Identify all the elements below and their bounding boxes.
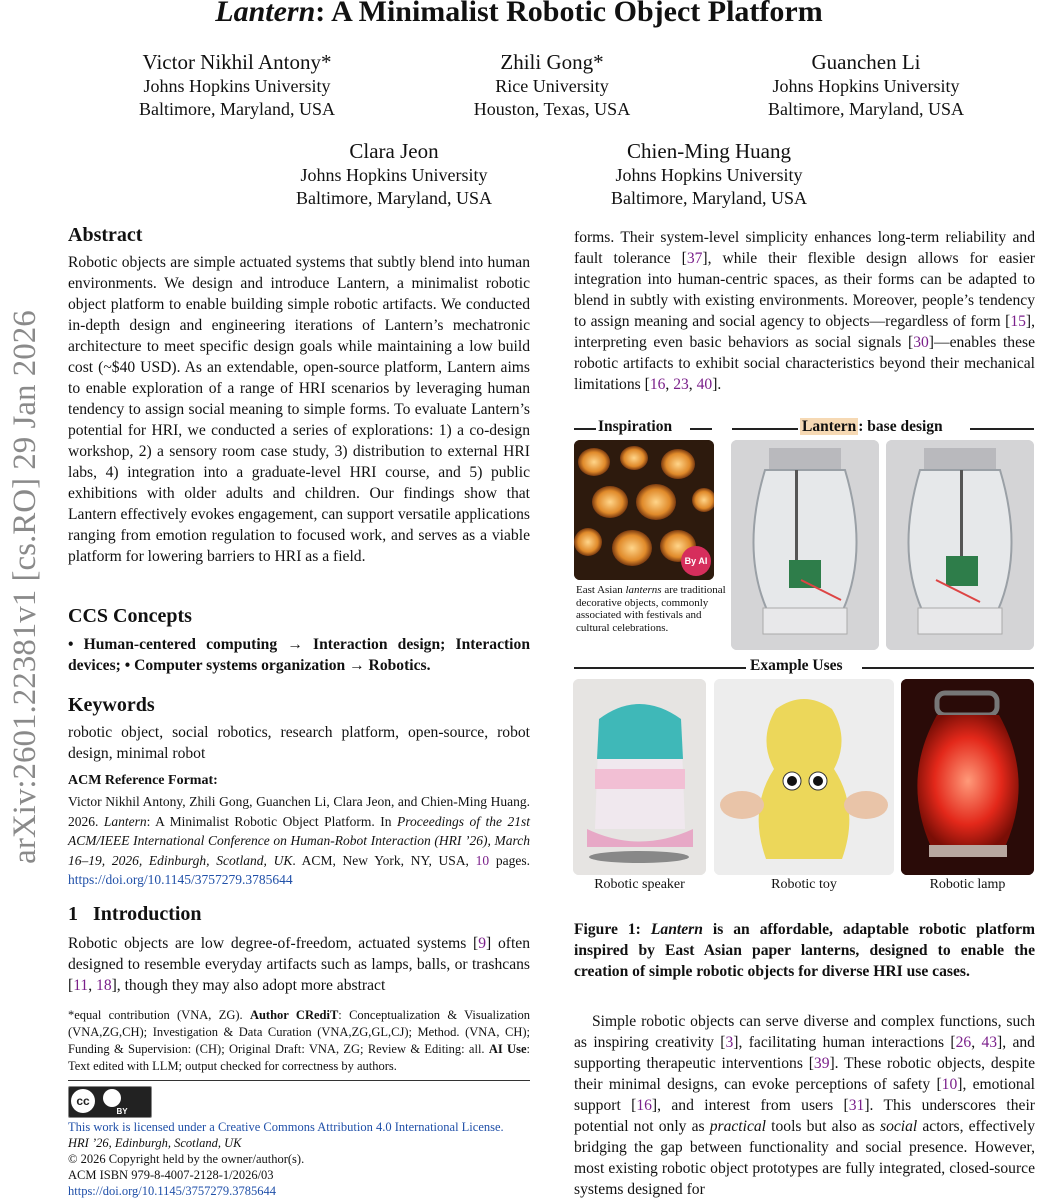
text-part: forms. Their system-level simplicity enhances long-term reliability and fault tolerance [ bbox=[574, 229, 1035, 267]
person-icon bbox=[103, 1089, 121, 1107]
footnote bbox=[68, 1007, 530, 1075]
citation-link[interactable]: 23 bbox=[673, 376, 689, 393]
robotic-lamp-photo bbox=[901, 679, 1034, 875]
intro-part: ], though they may also adopt more abstract bbox=[111, 977, 386, 994]
paper-title bbox=[0, 0, 1037, 32]
abstract-heading: Abstract bbox=[68, 224, 143, 246]
citation-link[interactable]: 30 bbox=[913, 334, 929, 351]
text-part: ], while their flexible design allows for easier integration into human-centric spaces, as their forms can be adapted to blend in subtly with existing environments. Moreover, people’s tendency to assign meaning and social agency to objects—regardless of form [ bbox=[574, 250, 1036, 330]
arxiv-identifier: arXiv:2601.22381v1 [cs.RO] 29 Jan 2026 bbox=[7, 310, 43, 864]
acm-ref-text bbox=[68, 792, 530, 890]
footnote-part: *equal contribution (VNA, ZG). bbox=[68, 1008, 250, 1022]
use-label: Robotic speaker bbox=[594, 877, 685, 892]
example-uses-label: Example Uses bbox=[750, 657, 843, 674]
header-rule bbox=[970, 428, 1034, 430]
author-affiliation: Johns Hopkins University bbox=[772, 76, 960, 96]
citation-link[interactable]: 16 bbox=[636, 1097, 652, 1114]
venue-line: HRI ’26, Edinburgh, Scotland, UK bbox=[68, 1136, 242, 1150]
author-affiliation: Rice University bbox=[495, 76, 609, 96]
license-block bbox=[68, 1119, 538, 1199]
author-location: Baltimore, Maryland, USA bbox=[768, 99, 964, 119]
keywords-text: robotic object, social robotics, research platform, open-source, robot design, minimal robot bbox=[68, 724, 530, 762]
intro-part: ] often designed to resemble everyday artifacts such as lamps, balls, or trashcans [ bbox=[68, 935, 530, 994]
acm-ref-heading: ACM Reference Format: bbox=[68, 773, 218, 788]
author-location: Baltimore, Maryland, USA bbox=[611, 188, 807, 208]
citation-link[interactable]: 11 bbox=[73, 977, 89, 994]
figure-caption bbox=[574, 919, 1035, 982]
doi-link[interactable]: https://doi.org/10.1145/3757279.3785644 bbox=[68, 872, 293, 887]
author-location: Baltimore, Maryland, USA bbox=[296, 188, 492, 208]
footnote-bold: Author CRediT bbox=[249, 1008, 339, 1022]
author-location: Baltimore, Maryland, USA bbox=[139, 99, 335, 119]
text-part: ], and supporting therapeutic interventions [ bbox=[574, 1034, 1035, 1072]
text-part: ]. bbox=[712, 376, 722, 393]
ccs-heading: CCS Concepts bbox=[68, 605, 192, 627]
speaker-illustration bbox=[573, 679, 706, 875]
author-name: Zhili Gong* bbox=[500, 50, 604, 74]
doi-link[interactable]: https://doi.org/10.1145/3757279.3785644 bbox=[68, 1184, 276, 1198]
author-name: Victor Nikhil Antony* bbox=[142, 50, 332, 74]
lantern-prototype-illustration bbox=[886, 440, 1034, 650]
text-part: ]—enables these robotic artifacts to exhibit social characteristics beyond their mechanical limitations [ bbox=[574, 334, 1036, 393]
acm-ref-part: Victor Nikhil Antony, Zhili Gong, Guanchen Li, Clara Jeon, and Chien-Ming Huang. 2026. bbox=[68, 794, 530, 829]
lantern-prototype-illustration bbox=[731, 440, 879, 650]
author-block bbox=[559, 138, 859, 210]
citation-link[interactable]: 10 bbox=[941, 1076, 958, 1093]
footnote-part: : Conceptualization & Visualization (VNA,ZG,CH); Investigation & Data Curation (VNA,ZG,GL,CJ); Method. (VNA, CH); Funding & Supervision: (CH); Original Draft: VNA, ZG; Review & Editing: all. bbox=[68, 1008, 531, 1056]
citation-link[interactable]: 39 bbox=[813, 1055, 830, 1072]
copyright-line: © 2026 Copyright held by the owner/author(s). bbox=[68, 1152, 305, 1166]
header-rule bbox=[574, 667, 746, 669]
caption-em: Lantern bbox=[650, 921, 703, 938]
acm-ref-part: pages. bbox=[489, 852, 530, 868]
base-label-rest: : base design bbox=[858, 418, 943, 435]
caption-part: East Asian bbox=[576, 584, 626, 596]
caption-em: lanterns bbox=[625, 584, 662, 596]
footnote-bold: AI Use bbox=[488, 1042, 527, 1056]
lamp-illustration bbox=[901, 679, 1034, 875]
text-part: ]. This underscores their potential not only as bbox=[574, 1097, 1035, 1135]
citation-link[interactable]: 16 bbox=[649, 376, 666, 393]
section-number: 1 bbox=[68, 903, 78, 925]
author-affiliation: Johns Hopkins University bbox=[143, 76, 331, 96]
author-name: Clara Jeon bbox=[349, 139, 439, 163]
author-name: Guanchen Li bbox=[811, 50, 921, 74]
header-rule bbox=[732, 428, 798, 430]
license-link[interactable]: This work is licensed under a Creative Commons Attribution 4.0 International License. bbox=[68, 1120, 504, 1134]
title-emphasis: Lantern bbox=[215, 0, 316, 28]
author-affiliation: Johns Hopkins University bbox=[300, 165, 488, 185]
text-part: ], facilitating human interactions [ bbox=[733, 1034, 956, 1051]
header-rule bbox=[862, 667, 1034, 669]
right-paragraph-2: Simple robotic objects can serve diverse and complex functions, such as inspiring creativity [3], facilitating human interactions [26, 43], and supporting therapeutic interventions [39]. These robotic objects, despite their minimal designs, can evoke perceptions of safety [10], emotional support [16], and interest from users [31]. This underscores their potential not only as practical tools but also as social actors, effectively bridging the gap between functionality and social presence. However, most existing robotic object prototypes are fully integrated, closed-source systems designed for bbox=[574, 1013, 1036, 1198]
author-block bbox=[402, 49, 702, 121]
base-label-em: Lantern bbox=[802, 418, 857, 435]
robotic-toy-photo bbox=[714, 679, 894, 875]
caption-text: is an affordable, adaptable robotic platform inspired by East Asian paper lanterns, designed to enable the creation of simple robotic objects for diverse HRI use cases. bbox=[574, 921, 1035, 980]
author-block bbox=[244, 138, 544, 210]
use-label: Robotic lamp bbox=[929, 877, 1006, 892]
base-design-label bbox=[800, 418, 943, 436]
abstract-text: Robotic objects are simple actuated systems that subtly blend into human environments. We design and introduce Lantern, a minimalist robotic object platform to enable building simple robotic artifacts. We conducted in-depth design and engineering iterations of Lantern’s mechatronic architecture to meet specific design goals while maintaining a low build cost (~$40 USD). As an extendable, open-source platform, Lantern aims to enable exploration of a range of HRI scenarios by leveraging human tendency to assign social meaning to simple forms. To evaluate Lantern’s potential for HRI, we conducted a series of explorations: 1) a co-design workshop, 2) a sensory room case study, 3) distribution to external HRI labs, 4) integration into a graduate-level HRI course, and 5) public exhibitions with older adults and children. Our findings show that Lantern effectively evokes engagement, can support versatile applications ranging from emotion regulation to focused work, and serves as a viable platform for lowering barriers to HRI as a field. bbox=[68, 254, 530, 565]
use-label: Robotic toy bbox=[771, 877, 837, 892]
base-design-photo-1 bbox=[731, 440, 879, 650]
intro-text: Robotic objects are low degree-of-freedom, actuated systems [9] often designed to resemble everyday artifacts such as lamps, balls, or trashcans [11, 18], though they may also adopt more abstract bbox=[68, 935, 530, 994]
text-part: tools but also as bbox=[766, 1118, 880, 1135]
acm-ref-part: . ACM, New York, NY, USA, bbox=[292, 852, 476, 868]
citation-link[interactable]: 26 bbox=[955, 1034, 972, 1051]
text-part: ], interpreting even basic behaviors as social signals [ bbox=[574, 313, 1035, 351]
robotic-speaker-photo bbox=[573, 679, 706, 875]
pages-link[interactable]: 10 bbox=[475, 852, 490, 868]
intro-heading bbox=[68, 903, 202, 926]
cc-license-badge[interactable] bbox=[68, 1086, 152, 1118]
keywords-heading: Keywords bbox=[68, 694, 155, 716]
acm-ref-part: : A Minimalist Robotic Object Platform. In bbox=[146, 813, 398, 829]
caption-label: Figure 1: bbox=[574, 921, 651, 938]
header-rule bbox=[690, 428, 712, 430]
citation-link[interactable]: 3 bbox=[725, 1034, 734, 1051]
caption-part: are traditional decorative objects, commonly associated with festivals and cultural celebrations. bbox=[576, 584, 726, 634]
footnote-divider bbox=[68, 1080, 530, 1081]
inspiration-caption bbox=[576, 584, 726, 634]
title-rest: : A Minimalist Robotic Object Platform bbox=[315, 0, 823, 28]
text-part: ]. These robotic objects, despite their minimal designs, can evoke perceptions of safety [ bbox=[574, 1055, 1036, 1093]
text-part: actors, effectively bridging the gap between functionality and social presence. However, most existing robotic object prototypes are fully integrated, closed-source systems designed for bbox=[574, 1118, 1036, 1198]
author-location: Houston, Texas, USA bbox=[473, 99, 631, 119]
citation-link[interactable]: 37 bbox=[686, 250, 703, 267]
citation-link[interactable]: 18 bbox=[96, 977, 112, 994]
author-affiliation: Johns Hopkins University bbox=[615, 165, 803, 185]
inspiration-label: Inspiration bbox=[598, 418, 673, 435]
citation-link[interactable]: 9 bbox=[478, 935, 487, 952]
text-part: ], and interest from users [ bbox=[651, 1097, 849, 1114]
right-paragraph-1: forms. Their system-level simplicity enhances long-term reliability and fault tolerance [37], while their flexible design allows for easier integration into human-centric spaces, as their forms can be adapted to blend in subtly with existing environments. Moreover, people’s tendency to assign meaning and social agency to objects—regardless of form [15], interpreting even basic behaviors as social signals [30]—enables these robotic artifacts to exhibit social characteristics beyond their mechanical limitations [16, 23, 40]. bbox=[574, 229, 1036, 393]
section-title: Introduction bbox=[93, 903, 202, 925]
by-label: BY bbox=[116, 1107, 128, 1116]
acm-ref-em: Lantern bbox=[103, 813, 147, 829]
acm-ref-venue: Proceedings of the 21st ACM/IEEE International Conference on Human-Robot Interaction (HRI ’26), March 16–19, 2026, Edinburgh, Scotland, UK bbox=[68, 813, 530, 868]
citation-link[interactable]: 31 bbox=[848, 1097, 865, 1114]
text-part: ], emotional support [ bbox=[574, 1076, 1035, 1114]
intro-part: Robotic objects are low degree-of-freedom, actuated systems [ bbox=[68, 935, 479, 952]
footnote-part: : Text edited with LLM; output checked for correctness by authors. bbox=[68, 1042, 530, 1073]
citation-link[interactable]: 15 bbox=[1010, 313, 1026, 330]
header-rule bbox=[574, 428, 596, 430]
isbn-line: ACM ISBN 979-8-4007-2128-1/2026/03 bbox=[68, 1168, 274, 1182]
ai-badge: By AI bbox=[681, 546, 711, 576]
ccs-text: • Human-centered computing → Interaction design; Interaction devices; • Computer systems organization → Robotics. bbox=[68, 636, 530, 674]
text-part: Simple robotic objects can serve diverse and complex functions, such as inspiring creativity [ bbox=[574, 1013, 1035, 1051]
author-block bbox=[716, 49, 1016, 121]
base-design-photo-2 bbox=[886, 440, 1034, 650]
text-em: social bbox=[880, 1118, 918, 1135]
toy-illustration bbox=[714, 679, 894, 875]
author-name: Chien-Ming Huang bbox=[627, 139, 791, 163]
citation-link[interactable]: 43 bbox=[981, 1034, 998, 1051]
cc-icon: cc bbox=[71, 1089, 95, 1113]
text-em: practical bbox=[709, 1118, 767, 1135]
author-block bbox=[87, 49, 387, 121]
citation-link[interactable]: 40 bbox=[696, 376, 713, 393]
inspiration-image bbox=[574, 440, 714, 580]
